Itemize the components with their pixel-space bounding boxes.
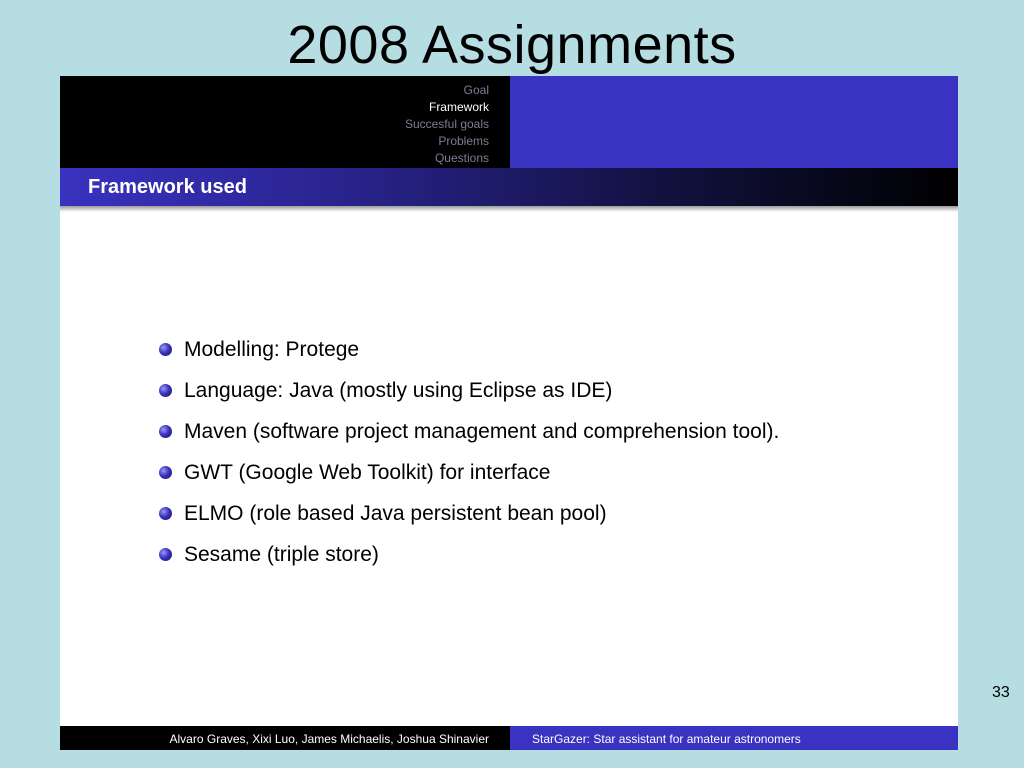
nav-item-goal[interactable]: Goal [463,83,489,97]
bullet-text: Language: Java (mostly using Eclipse as IDE) [184,379,613,402]
bullet-icon [159,343,172,356]
bullet-text: Sesame (triple store) [184,543,379,566]
bullet-icon [159,507,172,520]
frame-title-bar [60,168,958,206]
bullet-text: GWT (Google Web Toolkit) for interface [184,461,551,484]
nav-item-framework[interactable]: Framework [428,100,489,114]
bullet-text: Modelling: Protege [184,338,360,361]
page-number: 33 [992,684,1010,701]
list-item [156,452,779,493]
list-item [156,370,779,411]
section-list [405,82,489,167]
footer-authors-bar [60,726,510,750]
list-item [156,534,779,575]
bullet-text: ELMO (role based Java persistent bean pool) [184,502,607,525]
footer-authors: Alvaro Graves, Xixi Luo, James Michaelis, Joshua Shinavier [169,732,489,746]
bullet-list [156,329,779,575]
nav-item-questions[interactable]: Questions [434,151,489,165]
list-item [156,411,779,452]
frame-title: Framework used [88,176,247,198]
bullet-icon [159,384,172,397]
list-item [156,329,779,370]
slide [60,76,958,750]
bullet-icon [159,548,172,561]
page-title: 2008 Assignments [287,15,737,75]
header-accent-panel [510,76,958,168]
list-item [156,493,779,534]
nav-item-problems[interactable]: Problems [438,134,489,148]
section-navigation [60,76,510,168]
bullet-icon [159,425,172,438]
bullet-text: Maven (software project management and comprehension tool). [184,420,780,443]
footer-talk-title: StarGazer: Star assistant for amateur astronomers [532,732,801,746]
nav-item-succesful-goals[interactable]: Succesful goals [404,117,489,131]
footer-title-bar [510,726,958,750]
frame-title-shadow [60,206,958,212]
bullet-icon [159,466,172,479]
